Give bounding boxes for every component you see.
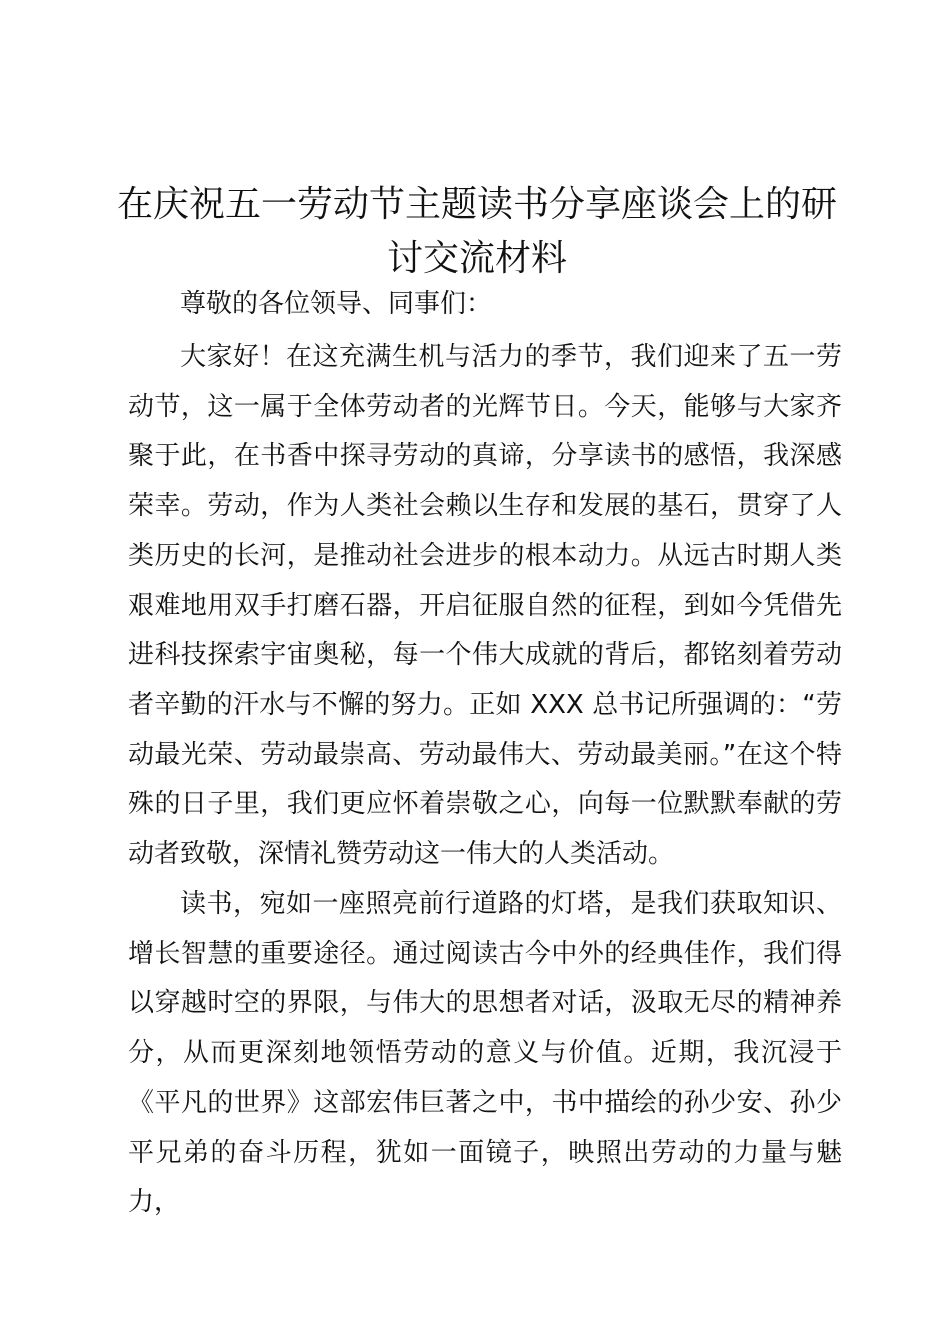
document-title: 在庆祝五一劳动节主题读书分享座谈会上的研讨交流材料 [116,184,837,279]
greeting-line: 尊敬的各位领导、同事们： [180,289,493,319]
body-paragraph-1: 大家好！在这充满生机与活力的季节，我们迎来了五一劳动节，这一属于全体劳动者的光辉节日。今天，能够与大家齐聚于此，在书香中探寻劳动的真谛，分享读书的感悟，我深感荣幸。劳动，作为人类社会赖以生存和发展的基石，贯穿了人类历史的长河，是推动社会进步的根本动力。从远古时期人类艰难地用双手打磨石器，开启征服自然的征程，到如今凭借先进科技探索宇宙奥秘，每一个伟大成就的背后，都铭刻着劳动者辛勤的汗水与不懈的努力。正如 XXX 总书记所强调的：“劳动最光荣、劳动最崇高、劳动最伟大、劳动最美丽。”在这个特殊的日子里，我们更应怀着崇敬之心，向每一位默默奉献的劳动者致敬，深情礼赞劳动这一伟大的人类活动。 [128,342,842,870]
body-paragraph-2: 读书，宛如一座照亮前行道路的灯塔，是我们获取知识、增长智慧的重要途径。通过阅读古今中外的经典佳作，我们得以穿越时空的界限，与伟大的思想者对话，汲取无尽的精神养分，从而更深刻地领悟劳动的意义与价值。近期，我沉浸于《平凡的世界》这部宏伟巨著之中，书中描绘的孙少安、孙少平兄弟的奋斗历程，犹如一面镜子，映照出劳动的力量与魅力， [128,889,842,1218]
